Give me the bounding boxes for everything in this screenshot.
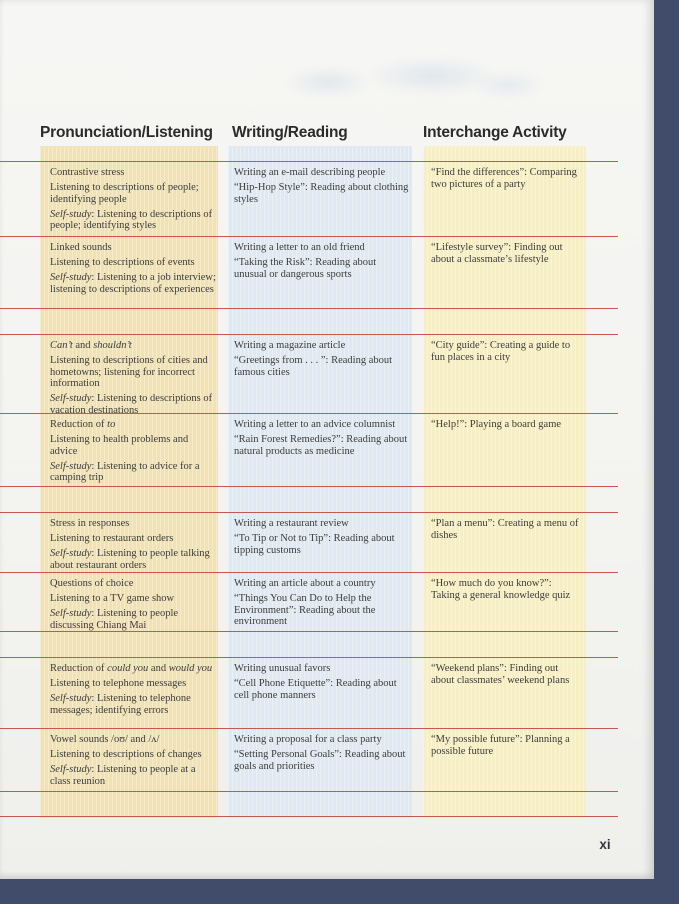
cell-paragraph: Listening to descriptions of cities and hometowns; listening for incorrect information [50, 355, 208, 390]
cell-interchange-activity [431, 658, 581, 686]
column-header-writing-reading: Writing/Reading [232, 124, 348, 141]
cell-paragraph: Self-study: Listening to people at a class reunion [50, 764, 196, 787]
cell-paragraph: “Rain Forest Remedies?”: Reading about natural products as medicine [234, 434, 408, 457]
cell-paragraph: “Taking the Risk”: Reading about unusual or dangerous sports [234, 257, 377, 280]
cell-paragraph: “Things You Can Do to Help the Environment”: Reading about the environment [234, 593, 376, 628]
cell-paragraph: Can’t and shouldn’t [50, 340, 132, 351]
column-header-pronunciation-listening: Pronunciation/Listening [40, 124, 213, 141]
cell-paragraph: Self-study: Listening to descriptions of people; identifying styles [50, 208, 213, 232]
table-row [0, 512, 618, 572]
table-rows [0, 161, 618, 817]
cell-writing-reading [234, 335, 411, 378]
cell-paragraph: Listening to health problems and advice [50, 434, 189, 457]
row-group-spacer [0, 308, 618, 334]
cell-writing-reading [234, 414, 411, 457]
cell-paragraph: “Help!”: Playing a board game [431, 419, 562, 430]
cell-paragraph: Writing a magazine article [234, 340, 346, 351]
table-row [0, 236, 618, 308]
cell-paragraph: Self-study: Listening to people discussing Chiang Mai [50, 608, 179, 631]
cell-paragraph: “Greetings from . . . ”: Reading about famous cities [234, 355, 393, 378]
cell-paragraph: Writing a letter to an old friend [234, 242, 365, 253]
cell-paragraph: Self-study: Listening to a job interview; listening to descriptions of experiences [50, 272, 216, 295]
table-row [0, 334, 618, 416]
cell-paragraph: Questions of choice [50, 578, 134, 589]
row-group-spacer [0, 486, 618, 512]
cell-pronunciation-listening [50, 658, 216, 716]
cell-paragraph: “My possible future”: Planning a possible future [431, 734, 570, 757]
cell-paragraph: “Plan a menu”: Creating a menu of dishes [431, 518, 579, 541]
cell-paragraph: Listening to descriptions of people; identifying people [50, 182, 199, 205]
cell-paragraph: “Find the differences”: Comparing two pictures of a party [431, 167, 577, 190]
cell-interchange-activity [431, 513, 581, 541]
cell-paragraph: “Weekend plans”: Finding out about classmates’ weekend plans [431, 663, 570, 686]
cell-paragraph: Listening to telephone messages [50, 678, 187, 690]
cell-paragraph: “How much do you know?”: Taking a general knowledge quiz [431, 578, 571, 601]
cell-interchange-activity [431, 237, 581, 265]
cell-paragraph: “To Tip or Not to Tip”: Reading about tipping customs [234, 533, 395, 556]
cell-paragraph: Writing a letter to an advice columnist [234, 419, 396, 430]
cell-pronunciation-listening [50, 573, 216, 631]
cell-paragraph: Stress in responses [50, 518, 130, 529]
cell-paragraph: Self-study: Listening to telephone messages; identifying errors [50, 693, 191, 716]
cell-pronunciation-listening [50, 335, 216, 416]
cell-interchange-activity [431, 414, 581, 431]
cell-pronunciation-listening [50, 414, 216, 484]
cell-paragraph: Reduction of to [50, 419, 116, 430]
cell-paragraph: Self-study: Listening to advice for a camping trip [50, 460, 200, 484]
cell-interchange-activity [431, 162, 581, 190]
cell-paragraph: “Lifestyle survey”: Finding out about a classmate’s lifestyle [431, 242, 563, 265]
cell-pronunciation-listening [50, 729, 216, 787]
cell-writing-reading [234, 729, 411, 772]
cell-writing-reading [234, 162, 411, 205]
cell-paragraph: Writing a restaurant review [234, 518, 349, 529]
cell-paragraph: Self-study: Listening to descriptions of vacation destinations [50, 393, 213, 416]
cell-paragraph: “Hip-Hop Style”: Reading about clothing styles [234, 182, 409, 205]
cell-interchange-activity [431, 335, 581, 363]
cell-pronunciation-listening [50, 162, 216, 232]
cell-paragraph: Vowel sounds /oʊ/ and /ʌ/ [50, 734, 160, 745]
cell-pronunciation-listening [50, 513, 216, 571]
table-row [0, 728, 618, 791]
cell-paragraph: Self-study: Listening to people talking about restaurant orders [50, 548, 210, 571]
cell-writing-reading [234, 237, 411, 280]
cell-paragraph: Linked sounds [50, 242, 112, 253]
table-row [0, 413, 618, 486]
table-row [0, 161, 618, 236]
cell-writing-reading [234, 513, 411, 556]
cell-paragraph: “Setting Personal Goals”: Reading about goals and priorities [234, 749, 406, 772]
cell-paragraph: Listening to restaurant orders [50, 533, 174, 545]
cell-paragraph: Writing an article about a country [234, 578, 376, 589]
table-row [0, 657, 618, 728]
cell-paragraph: Writing a proposal for a class party [234, 734, 382, 745]
cell-paragraph: Listening to descriptions of events [50, 257, 195, 269]
row-group-spacer [0, 791, 618, 817]
cell-paragraph: Writing unusual favors [234, 663, 331, 674]
cell-paragraph: Contrastive stress [50, 167, 125, 178]
cell-paragraph: Reduction of could you and would you [50, 663, 213, 674]
cell-paragraph: Listening to a TV game show [50, 593, 175, 605]
reverse-page-bleed-through [238, 48, 538, 110]
table-row [0, 572, 618, 631]
page-number: xi [599, 837, 611, 852]
cell-pronunciation-listening [50, 237, 216, 295]
column-header-interchange-activity: Interchange Activity [423, 124, 567, 141]
cell-interchange-activity [431, 573, 581, 601]
cell-writing-reading [234, 658, 411, 701]
cell-writing-reading [234, 573, 411, 628]
cell-paragraph: Listening to descriptions of changes [50, 749, 202, 761]
cell-paragraph: Writing an e-mail describing people [234, 167, 386, 178]
cell-interchange-activity [431, 729, 581, 757]
cell-paragraph: “Cell Phone Etiquette”: Reading about cell phone manners [234, 678, 397, 701]
cell-paragraph: “City guide”: Creating a guide to fun places in a city [431, 340, 571, 363]
row-group-spacer [0, 631, 618, 657]
